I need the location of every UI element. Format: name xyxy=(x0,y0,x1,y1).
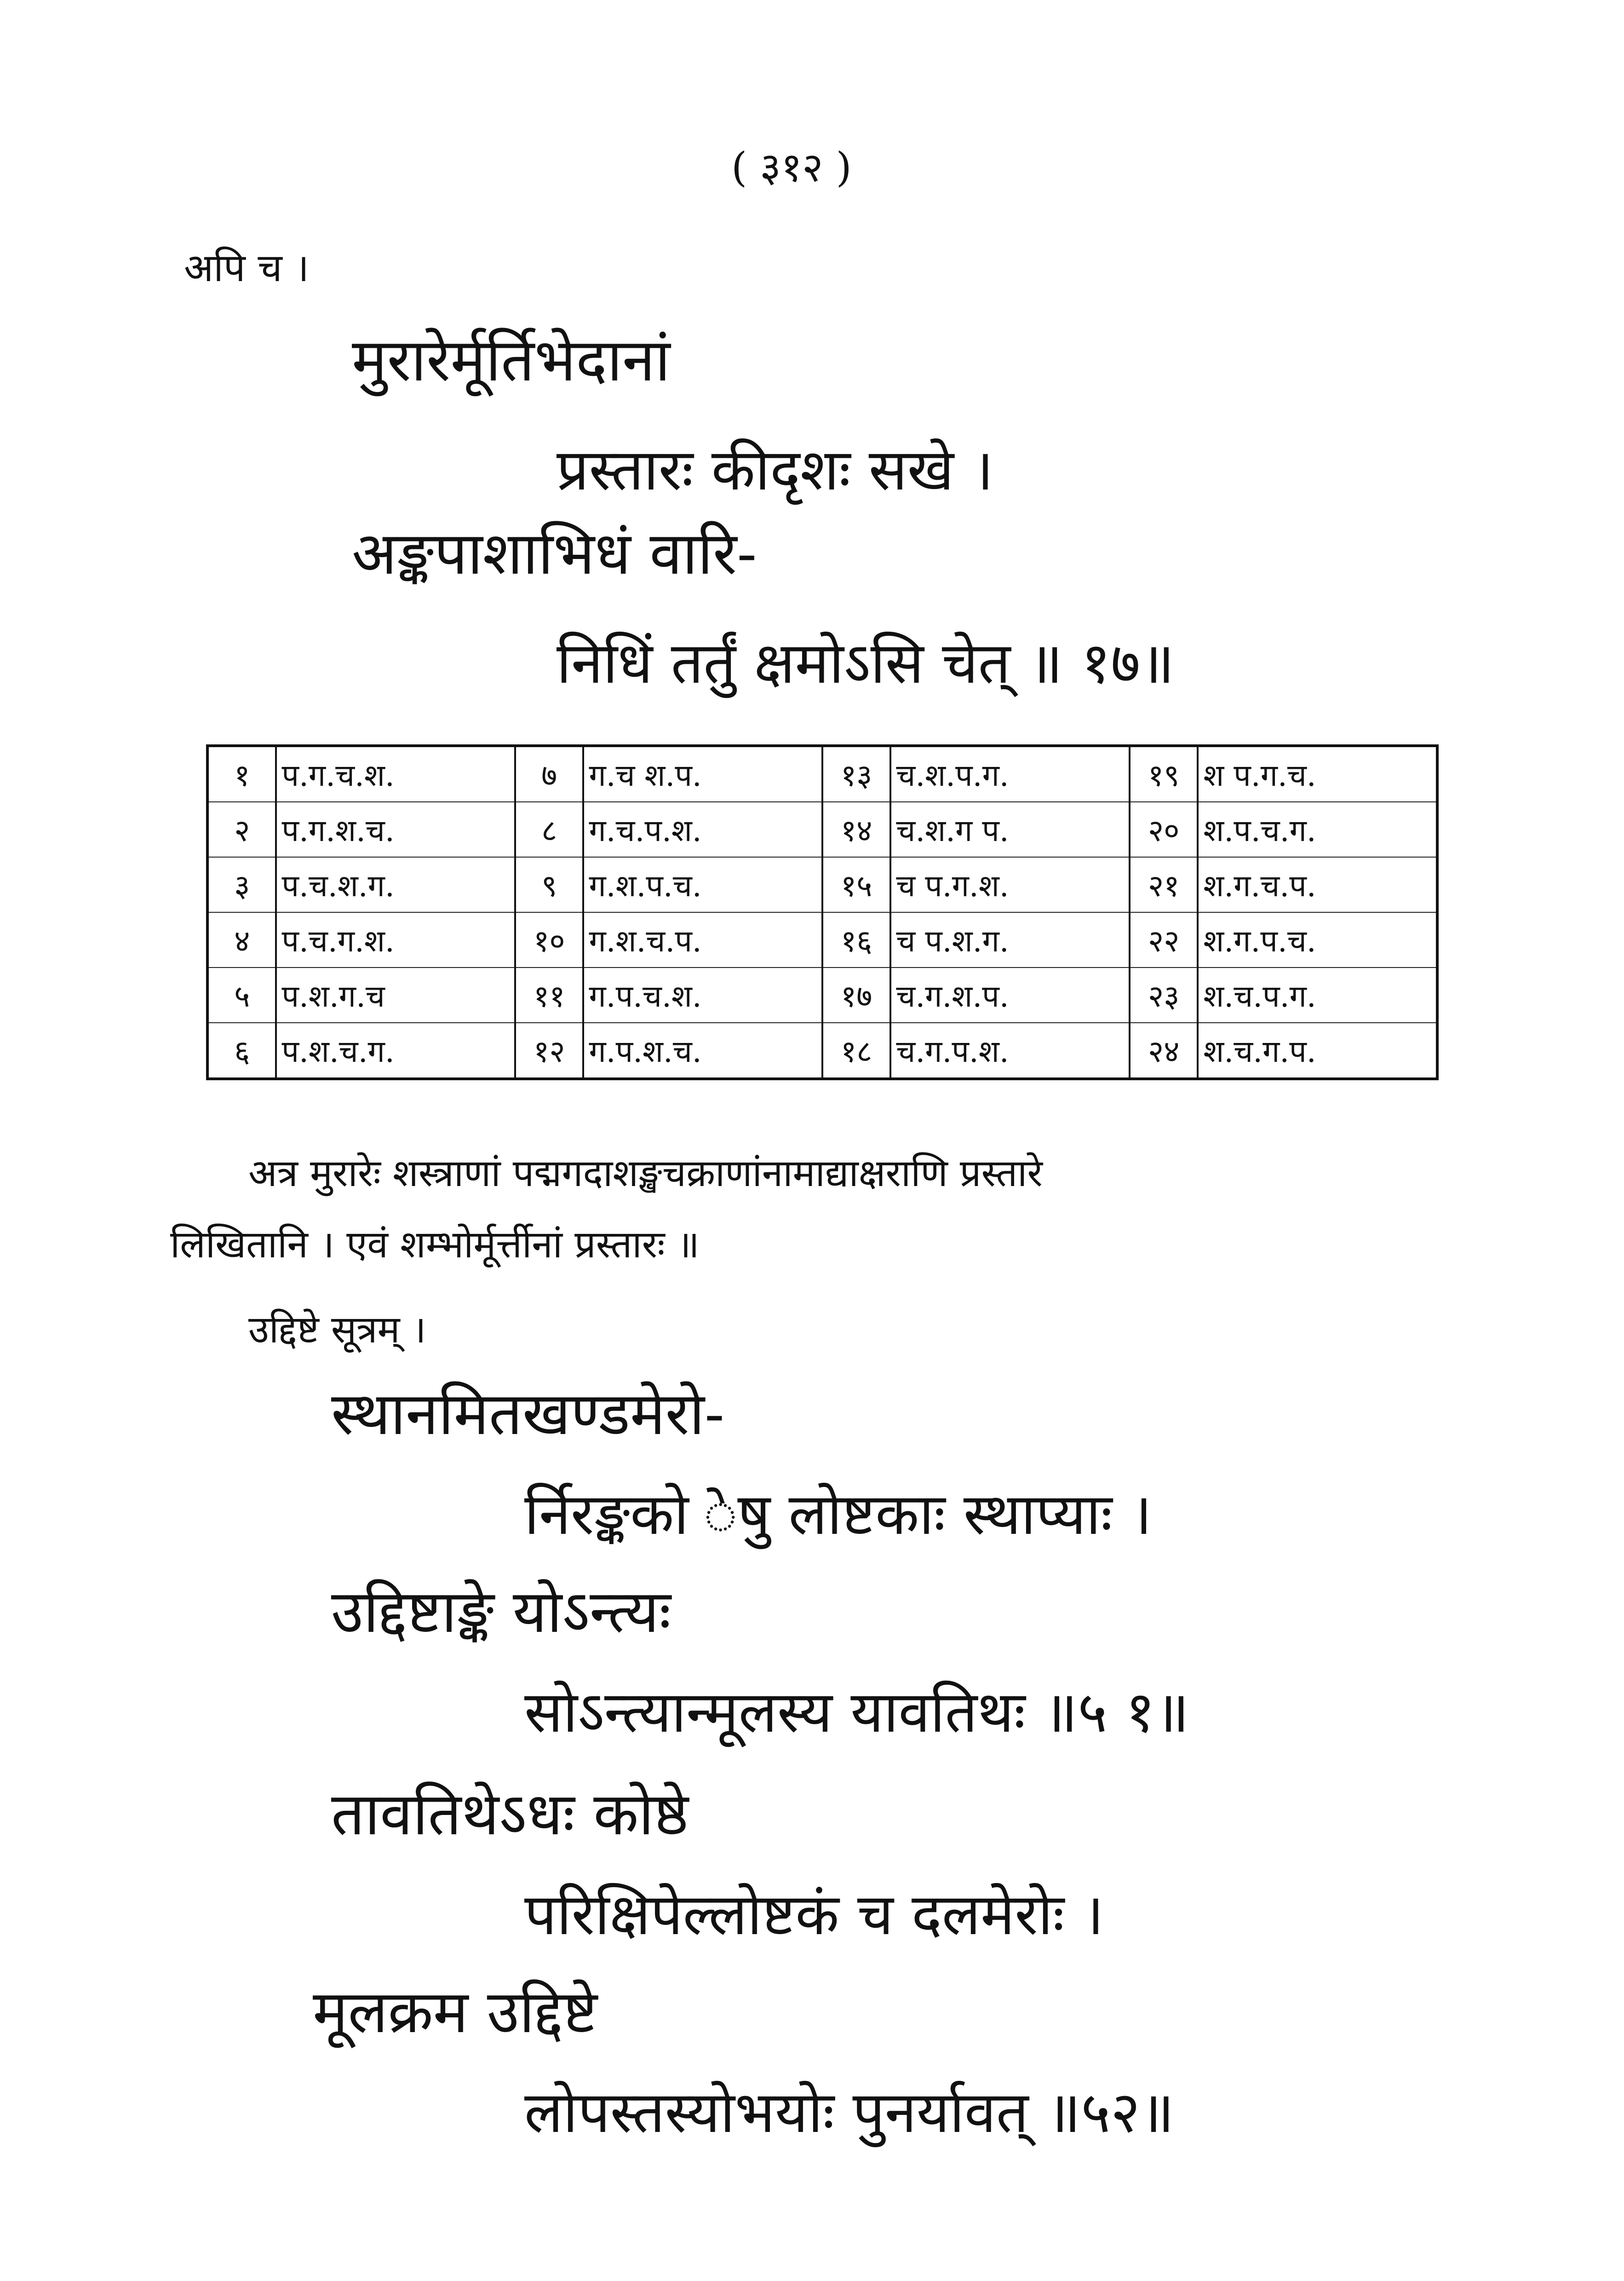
commentary-line2: लिखितानि । एवं शम्भोर्मूर्त्तीनां प्रस्तारः ॥ xyxy=(170,1223,700,1267)
table-cell-number: १५ xyxy=(822,857,890,912)
verse52-line4: लोपस्तस्योभयोः पुनर्यावत् ॥५२॥ xyxy=(524,2079,1175,2146)
table-cell-permutation: प.श.च.ग. xyxy=(276,1023,515,1079)
table-cell-number: ८ xyxy=(515,802,583,857)
table-cell-permutation: प.ग.श.च. xyxy=(276,802,515,857)
table-cell-number: १३ xyxy=(822,746,890,802)
table-cell-permutation: प.ग.च.श. xyxy=(276,746,515,802)
table-cell-permutation: ग.च.प.श. xyxy=(583,802,822,857)
table-cell-number: ५ xyxy=(207,968,276,1023)
intro-text: अपि च । xyxy=(184,245,310,290)
table-cell-number: २० xyxy=(1130,802,1198,857)
verse52-line3: मूलक्रम उद्दिष्टे xyxy=(313,1978,597,2046)
table-cell-number: २ xyxy=(207,802,276,857)
table-cell-permutation: च प.ग.श. xyxy=(890,857,1130,912)
page-number: ( ३१२ ) xyxy=(731,144,852,191)
table-row xyxy=(207,746,1437,802)
table-cell-number: १० xyxy=(515,912,583,968)
table-cell-number: १९ xyxy=(1130,746,1198,802)
table-row xyxy=(207,968,1437,1023)
table-cell-number: १२ xyxy=(515,1023,583,1079)
table-cell-number: १६ xyxy=(822,912,890,968)
table-cell-number: ९ xyxy=(515,857,583,912)
verse17-line2: प्रस्तारः कीदृशः सखे । xyxy=(557,437,994,503)
verse51-line4: सोऽन्त्यान्मूलस्य यावतिथः ॥५ १॥ xyxy=(524,1679,1189,1745)
table-cell-permutation: ग.श.प.च. xyxy=(583,857,822,912)
verse51-line3: उद्दिष्टाङ्के योऽन्त्यः xyxy=(331,1578,671,1646)
table-cell-number: २२ xyxy=(1130,912,1198,968)
commentary-line1: अत्र मुरारेः शस्त्राणां पद्मगदाशङ्खचक्राणांनामाद्याक्षराणि प्रस्तारे xyxy=(248,1152,1043,1195)
verse17-line4: निधिं तर्तुं क्षमोऽसि चेत् ॥ १७॥ xyxy=(557,630,1175,697)
table-cell-number: ६ xyxy=(207,1023,276,1079)
table-cell-number: २३ xyxy=(1130,968,1198,1023)
table-cell-permutation: श.ग.च.प. xyxy=(1198,857,1437,912)
table-cell-permutation: च.ग.प.श. xyxy=(890,1023,1130,1079)
table-cell-number: १४ xyxy=(822,802,890,857)
table-cell-permutation: च प.श.ग. xyxy=(890,912,1130,968)
uddishta-heading: उद्दिष्टे सूत्रम् । xyxy=(248,1308,426,1352)
verse17-line3: अङ्कपाशाभिधं वारि- xyxy=(352,519,757,588)
table-cell-number: २१ xyxy=(1130,857,1198,912)
table-cell-permutation: च.श.प.ग. xyxy=(890,746,1130,802)
table-row xyxy=(207,802,1437,857)
verse51-line2: र्निरङ्कको ेषु लोष्टकाः स्थाप्याः । xyxy=(524,1481,1152,1548)
table-cell-number: १ xyxy=(207,746,276,802)
table-row xyxy=(207,857,1437,912)
table-cell-permutation: च.श.ग प. xyxy=(890,802,1130,857)
table-cell-permutation: ग.प.श.च. xyxy=(583,1023,822,1079)
table-cell-permutation: प.च.श.ग. xyxy=(276,857,515,912)
verse17-line1: मुरारेर्मूर्तिभेदानां xyxy=(352,326,671,395)
table-cell-number: २४ xyxy=(1130,1023,1198,1079)
table-cell-number: ७ xyxy=(515,746,583,802)
table-cell-permutation: ग.श.च.प. xyxy=(583,912,822,968)
verse52-line2: परिक्षिपेल्लोष्टकं च दलमेरोः । xyxy=(524,1882,1104,1948)
table-cell-permutation: श प.ग.च. xyxy=(1198,746,1437,802)
table-cell-permutation: श.च.प.ग. xyxy=(1198,968,1437,1023)
verse52-line1: तावतिथेऽधः कोष्ठे xyxy=(331,1780,689,1849)
table-cell-number: ४ xyxy=(207,912,276,968)
table-cell-permutation: श.च.ग.प. xyxy=(1198,1023,1437,1079)
table-cell-permutation: ग.प.च.श. xyxy=(583,968,822,1023)
table-cell-permutation: ग.च श.प. xyxy=(583,746,822,802)
table-cell-permutation: श.ग.प.च. xyxy=(1198,912,1437,968)
table-cell-number: ३ xyxy=(207,857,276,912)
table-cell-permutation: श.प.च.ग. xyxy=(1198,802,1437,857)
table-cell-permutation: प.श.ग.च xyxy=(276,968,515,1023)
table-cell-permutation: प.च.ग.श. xyxy=(276,912,515,968)
prastara-table xyxy=(206,744,1439,1080)
table-cell-number: ११ xyxy=(515,968,583,1023)
table-cell-number: १८ xyxy=(822,1023,890,1079)
table-cell-number: १७ xyxy=(822,968,890,1023)
table-cell-permutation: च.ग.श.प. xyxy=(890,968,1130,1023)
verse51-line1: स्थानमितखण्डमेरो- xyxy=(331,1380,725,1448)
table-row xyxy=(207,1023,1437,1079)
table-row xyxy=(207,912,1437,968)
